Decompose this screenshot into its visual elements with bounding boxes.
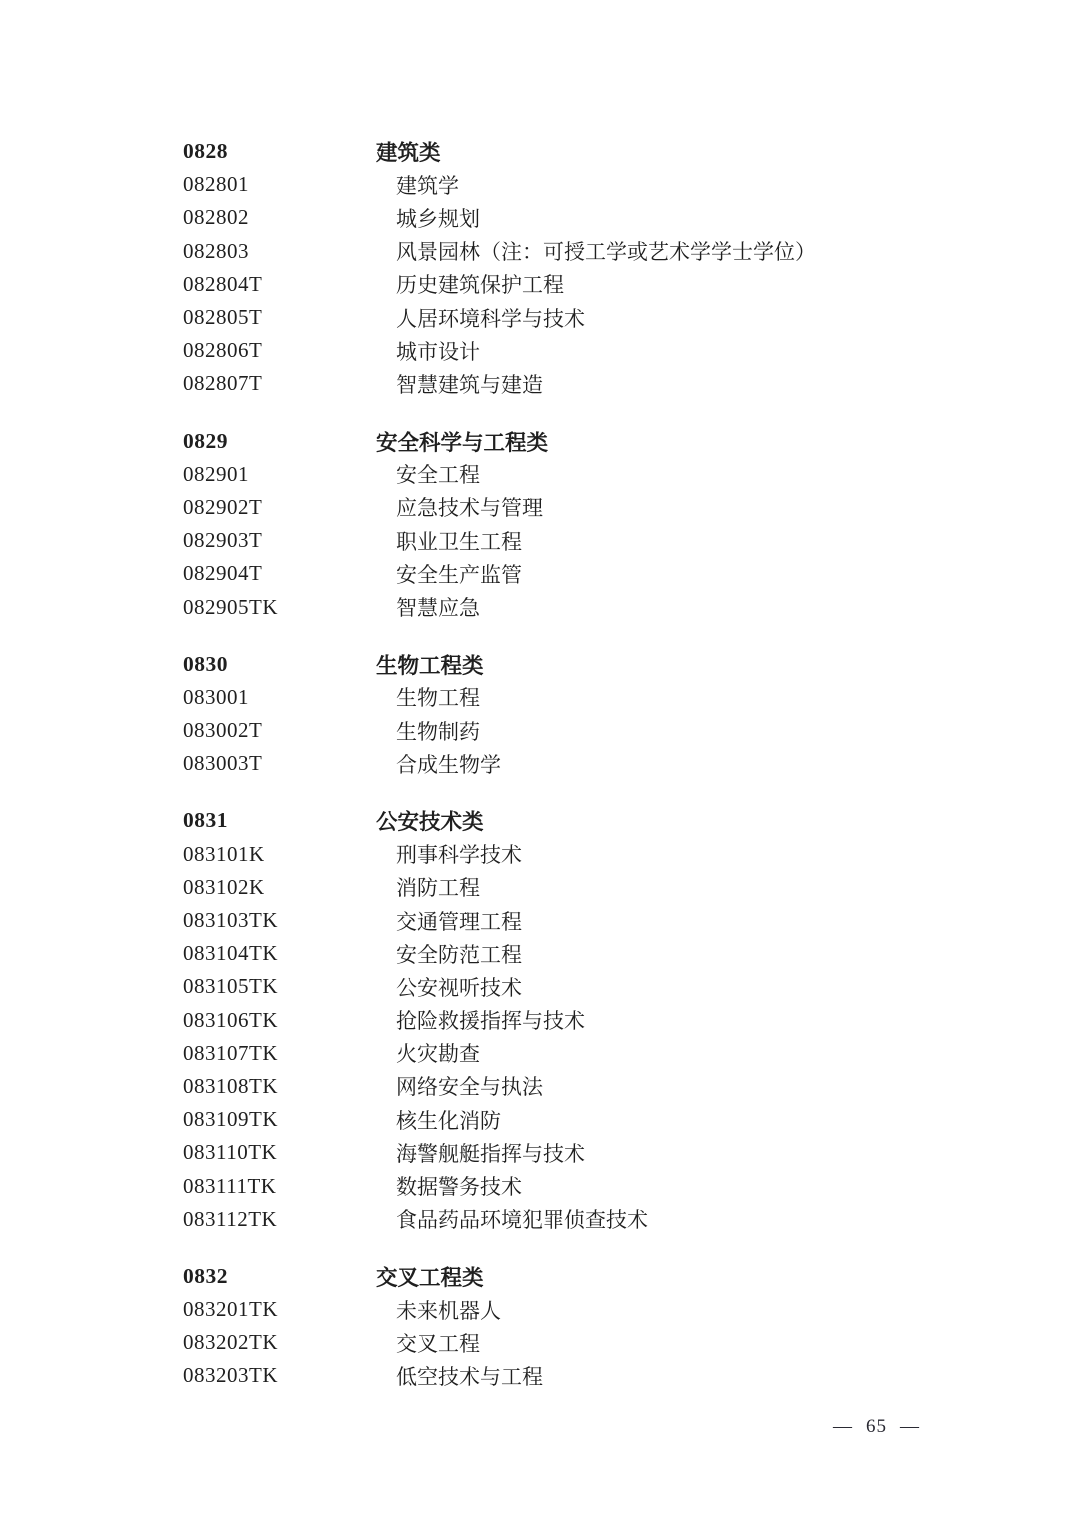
major-code: 082902T bbox=[183, 494, 263, 519]
major-row bbox=[0, 937, 1080, 970]
major-category-section bbox=[0, 425, 1080, 624]
major-name: 安全生产监管 bbox=[396, 562, 522, 587]
category-heading-row bbox=[0, 648, 1080, 681]
major-category-section bbox=[0, 1260, 1080, 1393]
major-code: 083110TK bbox=[183, 1140, 278, 1165]
major-code: 082805T bbox=[183, 305, 263, 330]
major-code: 083106TK bbox=[183, 1007, 278, 1032]
major-row bbox=[0, 367, 1080, 400]
major-name: 抢险救援指挥与技术 bbox=[396, 1009, 585, 1034]
category-heading-row bbox=[0, 425, 1080, 458]
major-name: 建筑学 bbox=[396, 173, 459, 198]
major-code: 082903T bbox=[183, 528, 263, 553]
major-row bbox=[0, 235, 1080, 268]
major-code: 082801 bbox=[183, 172, 249, 197]
category-name: 公安技术类 bbox=[376, 810, 484, 835]
major-row bbox=[0, 590, 1080, 623]
major-name: 交通管理工程 bbox=[396, 909, 522, 934]
major-code: 083002T bbox=[183, 718, 263, 743]
major-row bbox=[0, 747, 1080, 780]
major-name: 安全防范工程 bbox=[396, 942, 522, 967]
major-row bbox=[0, 1070, 1080, 1103]
major-row bbox=[0, 491, 1080, 524]
major-name: 城乡规划 bbox=[396, 206, 480, 231]
major-code: 083101K bbox=[183, 841, 265, 866]
major-row bbox=[0, 301, 1080, 334]
major-category-section bbox=[0, 648, 1080, 781]
major-row bbox=[0, 681, 1080, 714]
category-name: 生物工程类 bbox=[376, 653, 484, 678]
category-code: 0831 bbox=[183, 808, 228, 833]
major-code: 082904T bbox=[183, 561, 263, 586]
major-row bbox=[0, 557, 1080, 590]
major-row bbox=[0, 334, 1080, 367]
major-name: 火灾勘查 bbox=[396, 1042, 480, 1067]
major-code: 082905TK bbox=[183, 594, 278, 619]
major-code: 082803 bbox=[183, 238, 249, 263]
major-row bbox=[0, 838, 1080, 871]
major-code: 083107TK bbox=[183, 1040, 278, 1065]
major-row bbox=[0, 1326, 1080, 1359]
major-row bbox=[0, 524, 1080, 557]
major-row bbox=[0, 268, 1080, 301]
category-code: 0830 bbox=[183, 651, 228, 676]
major-name: 刑事科学技术 bbox=[396, 843, 522, 868]
major-row bbox=[0, 458, 1080, 491]
major-code: 083201TK bbox=[183, 1297, 278, 1322]
major-row bbox=[0, 970, 1080, 1003]
major-code: 083108TK bbox=[183, 1073, 278, 1098]
major-name: 职业卫生工程 bbox=[396, 529, 522, 554]
footer-dash-left: — bbox=[833, 1416, 853, 1437]
major-name: 风景园林（注：可授工学或艺术学学士学位） bbox=[396, 240, 816, 265]
major-name: 未来机器人 bbox=[396, 1298, 501, 1323]
major-name: 智慧建筑与建造 bbox=[396, 372, 543, 397]
major-row bbox=[0, 871, 1080, 904]
major-code: 082804T bbox=[183, 271, 263, 296]
major-name: 网络安全与执法 bbox=[396, 1075, 543, 1100]
major-code: 082901 bbox=[183, 461, 249, 486]
major-name: 交叉工程 bbox=[396, 1331, 480, 1356]
category-code: 0828 bbox=[183, 139, 228, 164]
major-name: 数据警务技术 bbox=[396, 1175, 522, 1200]
major-code: 083003T bbox=[183, 751, 263, 776]
major-name: 海警舰艇指挥与技术 bbox=[396, 1141, 585, 1166]
category-heading-row bbox=[0, 135, 1080, 168]
major-name: 历史建筑保护工程 bbox=[396, 273, 564, 298]
category-name: 建筑类 bbox=[376, 141, 441, 166]
major-name: 人居环境科学与技术 bbox=[396, 306, 585, 331]
major-name: 公安视听技术 bbox=[396, 975, 522, 1000]
category-name: 交叉工程类 bbox=[376, 1265, 484, 1290]
major-code: 083104TK bbox=[183, 941, 278, 966]
major-name: 生物工程 bbox=[396, 686, 480, 711]
major-code: 083105TK bbox=[183, 974, 278, 999]
major-row bbox=[0, 1293, 1080, 1326]
major-row bbox=[0, 1203, 1080, 1236]
major-row bbox=[0, 1169, 1080, 1202]
major-row bbox=[0, 1103, 1080, 1136]
major-name: 核生化消防 bbox=[396, 1108, 501, 1133]
major-row bbox=[0, 1037, 1080, 1070]
category-heading-row bbox=[0, 804, 1080, 837]
footer-dash-right: — bbox=[900, 1416, 920, 1437]
major-row bbox=[0, 1136, 1080, 1169]
major-code: 083109TK bbox=[183, 1107, 278, 1132]
major-row bbox=[0, 201, 1080, 234]
major-row bbox=[0, 904, 1080, 937]
major-code: 082806T bbox=[183, 338, 263, 363]
major-code: 083103TK bbox=[183, 908, 278, 933]
major-category-section bbox=[0, 804, 1080, 1235]
major-code: 082807T bbox=[183, 371, 263, 396]
major-name: 低空技术与工程 bbox=[396, 1364, 543, 1389]
page-footer bbox=[833, 1416, 920, 1438]
major-code: 083202TK bbox=[183, 1330, 278, 1355]
major-row bbox=[0, 1004, 1080, 1037]
major-row bbox=[0, 1359, 1080, 1392]
major-row bbox=[0, 714, 1080, 747]
major-name: 合成生物学 bbox=[396, 752, 501, 777]
major-name: 安全工程 bbox=[396, 463, 480, 488]
page-number: 65 bbox=[866, 1416, 887, 1437]
major-category-section bbox=[0, 135, 1080, 401]
major-name: 食品药品环境犯罪侦查技术 bbox=[396, 1208, 648, 1233]
major-code: 083203TK bbox=[183, 1363, 278, 1388]
major-row bbox=[0, 168, 1080, 201]
major-name: 消防工程 bbox=[396, 876, 480, 901]
category-name: 安全科学与工程类 bbox=[376, 430, 549, 455]
major-code: 083102K bbox=[183, 874, 265, 899]
major-name: 应急技术与管理 bbox=[396, 496, 543, 521]
major-code: 083112TK bbox=[183, 1206, 278, 1231]
major-name: 生物制药 bbox=[396, 719, 480, 744]
major-code: 083111TK bbox=[183, 1173, 277, 1198]
major-code: 082802 bbox=[183, 205, 249, 230]
major-catalog-list bbox=[0, 135, 1080, 1393]
major-name: 智慧应急 bbox=[396, 596, 480, 621]
category-code: 0829 bbox=[183, 428, 228, 453]
category-heading-row bbox=[0, 1260, 1080, 1293]
category-code: 0832 bbox=[183, 1263, 228, 1288]
major-code: 083001 bbox=[183, 684, 249, 709]
major-name: 城市设计 bbox=[396, 339, 480, 364]
